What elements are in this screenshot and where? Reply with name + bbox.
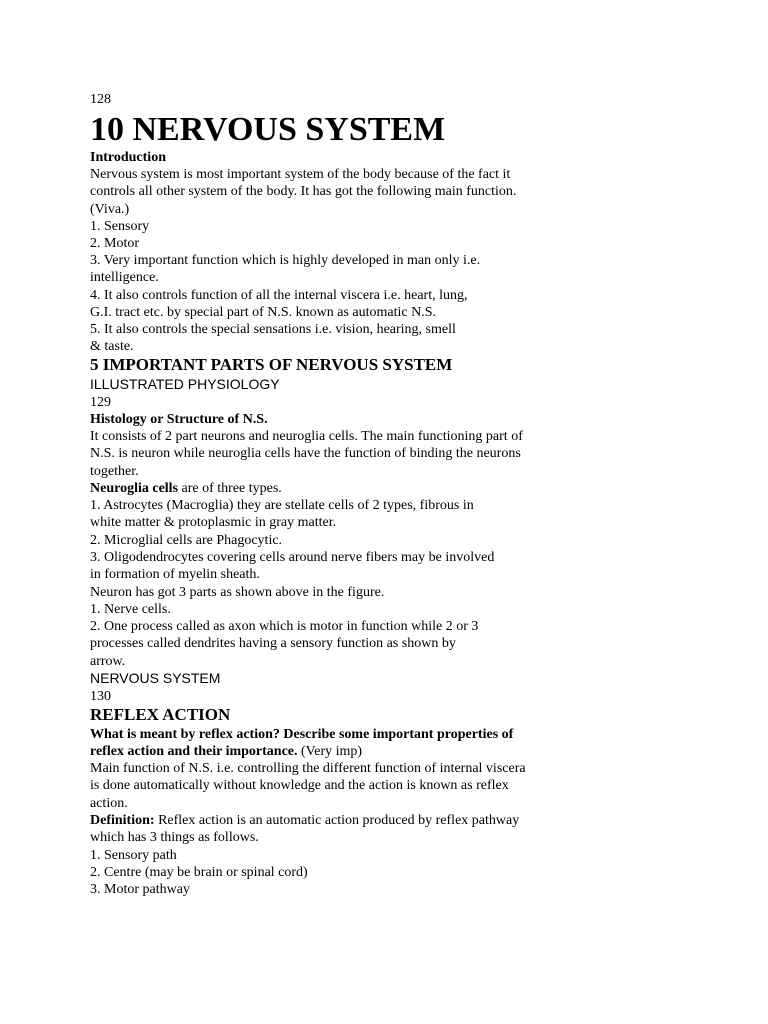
running-head: ILLUSTRATED PHYSIOLOGY	[90, 376, 280, 392]
histology-line: white matter & protoplasmic in gray matter.	[90, 515, 337, 530]
histology-line: 2. Microglial cells are Phagocytic.	[90, 533, 283, 548]
page-number: 129	[90, 395, 111, 410]
reflex-question: What is meant by reflex action? Describe some important properties of	[90, 727, 514, 742]
histology-line: arrow.	[90, 654, 126, 669]
intro-line: 1. Sensory	[90, 219, 150, 234]
neuroglia-line	[90, 480, 282, 497]
neuroglia-rest: are of three types.	[178, 481, 282, 496]
definition-term: Definition:	[90, 813, 155, 828]
intro-line: Nervous system is most important system of the body because of the fact it	[90, 167, 511, 182]
intro-line: 5. It also controls the special sensations i.e. vision, hearing, smell	[90, 322, 456, 337]
intro-line: 4. It also controls function of all the internal viscera i.e. heart, lung,	[90, 288, 468, 303]
intro-line: & taste.	[90, 339, 134, 354]
reflex-heading: REFLEX ACTION	[90, 705, 231, 724]
histology-line: N.S. is neuron while neuroglia cells have the function of binding the neurons	[90, 446, 521, 461]
histology-line: 3. Oligodendrocytes covering cells around nerve fibers may be involved	[90, 550, 495, 565]
histology-line: It consists of 2 part neurons and neuroglia cells. The main functioning part of	[90, 429, 523, 444]
intro-line: intelligence.	[90, 270, 159, 285]
histology-line: 2. One process called as axon which is motor in function while 2 or 3	[90, 619, 479, 634]
intro-line: (Viva.)	[90, 202, 130, 217]
page-number: 130	[90, 689, 111, 704]
reflex-line: 3. Motor pathway	[90, 882, 190, 897]
page-number: 128	[90, 92, 111, 107]
intro-heading: Introduction	[90, 150, 166, 165]
histology-line: 1. Astrocytes (Macroglia) they are stellate cells of 2 types, fibrous in	[90, 498, 474, 513]
reflex-question-bold: reflex action and their importance.	[90, 744, 298, 759]
histology-line: 1. Nerve cells.	[90, 602, 171, 617]
reflex-question-note: (Very imp)	[297, 744, 363, 759]
reflex-line: Main function of N.S. i.e. controlling the different function of internal viscera	[90, 761, 526, 776]
running-head: NERVOUS SYSTEM	[90, 670, 221, 686]
neuroglia-term: Neuroglia cells	[90, 481, 179, 496]
intro-line: 3. Very important function which is highly developed in man only i.e.	[90, 253, 481, 268]
histology-heading: Histology or Structure of N.S.	[90, 412, 268, 427]
reflex-line: 2. Centre (may be brain or spinal cord)	[90, 865, 308, 880]
histology-line: processes called dendrites having a sensory function as shown by	[90, 636, 456, 651]
histology-line: Neuron has got 3 parts as shown above in the figure.	[90, 585, 385, 600]
definition-line	[90, 812, 519, 829]
reflex-line: is done automatically without knowledge and the action is known as reflex	[90, 778, 509, 793]
reflex-line: 1. Sensory path	[90, 848, 177, 863]
intro-line: 2. Motor	[90, 236, 139, 251]
intro-line: controls all other system of the body. It has got the following main function.	[90, 184, 517, 199]
histology-line: together.	[90, 464, 139, 479]
reflex-line: action.	[90, 796, 128, 811]
definition-text: Reflex action is an automatic action produced by reflex pathway	[154, 813, 520, 828]
section-heading-parts: 5 IMPORTANT PARTS OF NERVOUS SYSTEM	[90, 355, 453, 374]
histology-line: in formation of myelin sheath.	[90, 567, 260, 582]
chapter-title: 10 NERVOUS SYSTEM	[90, 111, 446, 148]
reflex-line: which has 3 things as follows.	[90, 830, 259, 845]
reflex-question-cont	[90, 743, 362, 760]
intro-line: G.I. tract etc. by special part of N.S. known as automatic N.S.	[90, 305, 437, 320]
